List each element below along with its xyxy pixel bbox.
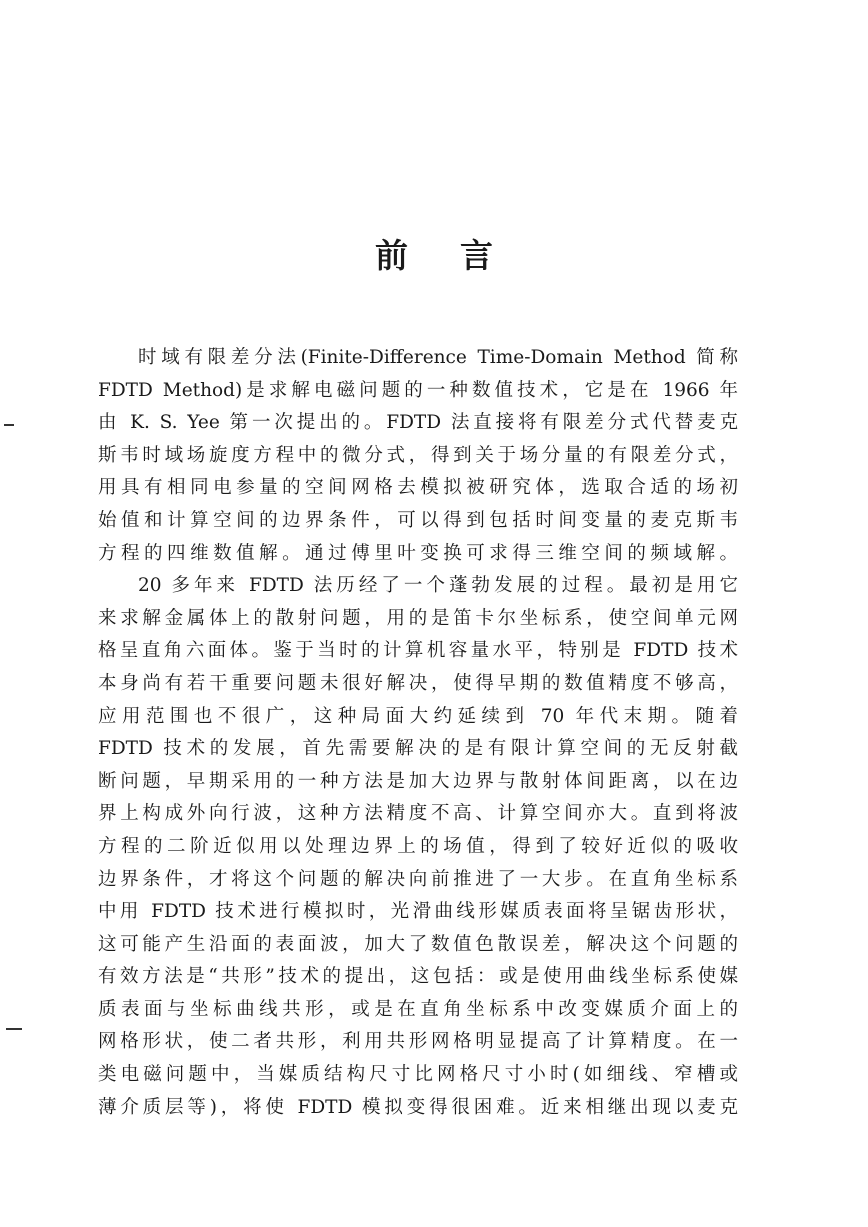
text-line: 20 多年来 FDTD 法历经了一个蓬勃发展的过程。最初是用它 bbox=[138, 575, 738, 597]
text-line: 斯韦时域场旋度方程中的微分式，得到关于场分量的有限差分式， bbox=[98, 444, 738, 466]
page-title bbox=[0, 236, 868, 276]
margin-mark-bottom bbox=[6, 1028, 22, 1030]
text-line: 方程的四维数值解。通过傅里叶变换可求得三维空间的频域解。 bbox=[98, 542, 738, 564]
text-line: FDTD Method)是求解电磁问题的一种数值技术，它是在 1966 年 bbox=[98, 379, 738, 401]
text-line: 断问题，早期采用的一种方法是加大边界与散射体间距离，以在边 bbox=[98, 770, 738, 792]
text-line: 中用 FDTD 技术进行模拟时，光滑曲线形媒质表面将呈锯齿形状， bbox=[98, 901, 738, 923]
text-line: 薄介质层等)，将使 FDTD 模拟变得很困难。近来相继出现以麦克 bbox=[98, 1096, 738, 1118]
text-line: 始值和计算空间的边界条件，可以得到包括时间变量的麦克斯韦 bbox=[98, 509, 738, 531]
text-line: 用具有相同电参量的空间网格去模拟被研究体，选取合适的场初 bbox=[98, 477, 738, 499]
text-line: 质表面与坐标曲线共形，或是在直角坐标系中改变媒质介面上的 bbox=[98, 998, 738, 1020]
text-line: 本身尚有若干重要问题未很好解决，使得早期的数值精度不够高， bbox=[98, 672, 738, 694]
text-line: 来求解金属体上的散射问题，用的是笛卡尔坐标系，使空间单元网 bbox=[98, 607, 738, 629]
page-title-char-2: 言 bbox=[460, 236, 493, 275]
text-line: 应用范围也不很广，这种局面大约延续到 70 年代末期。随着 bbox=[98, 705, 738, 727]
text-line: 界上构成外向行波，这种方法精度不高、计算空间亦大。直到将波 bbox=[98, 803, 738, 825]
text-line: 边界条件，才将这个问题的解决向前推进了一大步。在直角坐标系 bbox=[98, 868, 738, 890]
margin-mark-top bbox=[4, 424, 14, 426]
text-line: 类电磁问题中，当媒质结构尺寸比网格尺寸小时(如细线、窄槽或 bbox=[98, 1064, 738, 1086]
text-line: 网格形状，使二者共形，利用共形网格明显提高了计算精度。在一 bbox=[98, 1031, 738, 1053]
text-line: 这可能产生沿面的表面波，加大了数值色散误差，解决这个问题的 bbox=[98, 933, 738, 955]
text-line: 格呈直角六面体。鉴于当时的计算机容量水平，特别是 FDTD 技术 bbox=[98, 640, 738, 662]
text-line: FDTD 技术的发展，首先需要解决的是有限计算空间的无反射截 bbox=[98, 738, 738, 760]
body-text bbox=[98, 342, 738, 1124]
text-line: 方程的二阶近似用以处理边界上的场值，得到了较好近似的吸收 bbox=[98, 835, 738, 857]
page-title-char-1: 前 bbox=[375, 236, 408, 275]
text-line: 有效方法是“共形”技术的提出，这包括：或是使用曲线坐标系使媒 bbox=[98, 966, 738, 988]
paragraph-2 bbox=[98, 570, 738, 1124]
text-line: 由 K. S. Yee 第一次提出的。FDTD 法直接将有限差分式代替麦克 bbox=[98, 412, 738, 434]
paragraph-1 bbox=[98, 342, 738, 570]
text-line: 时域有限差分法(Finite-Difference Time-Domain Method 简称 bbox=[138, 347, 738, 368]
